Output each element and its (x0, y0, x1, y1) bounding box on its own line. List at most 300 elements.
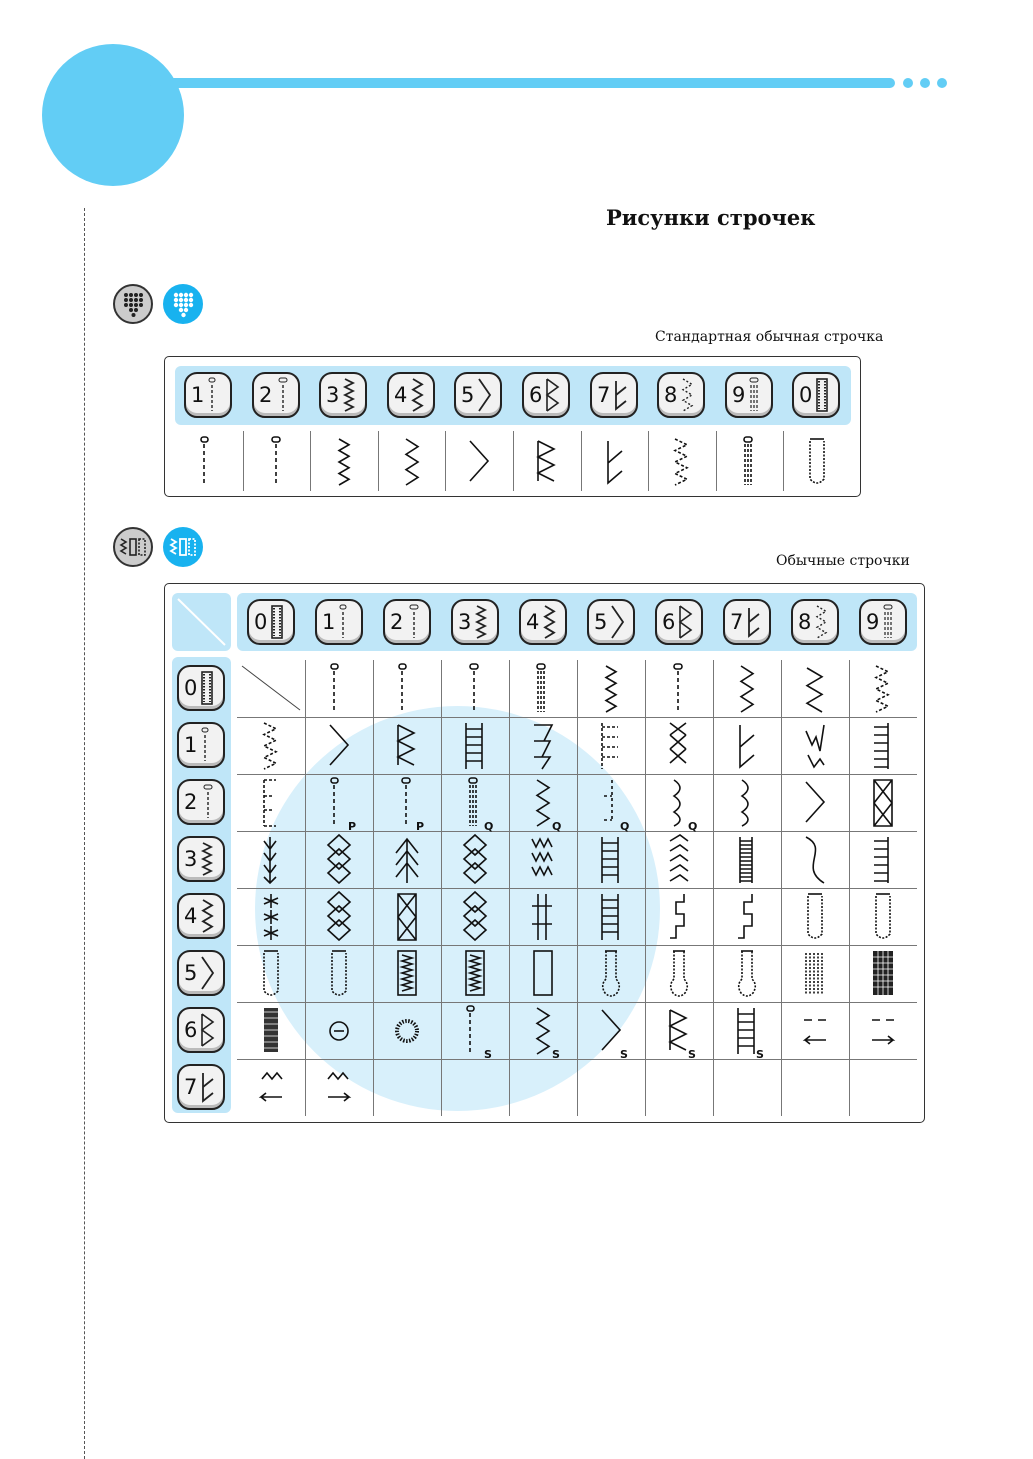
stitch-cell (645, 717, 713, 774)
stitch-cell (373, 660, 441, 717)
stitch-cell (441, 945, 509, 1002)
key-number: 0 (254, 609, 268, 634)
stitch-cell (237, 717, 305, 774)
stitch-cell (305, 1059, 373, 1116)
stitch-cell (305, 945, 373, 1002)
stitch-icon (664, 660, 694, 718)
stitch-cell (645, 831, 713, 888)
svg-text:Q: Q (620, 819, 630, 833)
key-number: 8 (798, 609, 812, 634)
stitch-key-icon (335, 602, 353, 642)
row-key-2[interactable] (177, 779, 225, 825)
stitch-icon (194, 433, 224, 491)
stitch-cell (509, 774, 577, 831)
stitch-key-icon (197, 839, 215, 879)
key-number: 1 (191, 382, 205, 407)
stitch-key-icon (675, 602, 693, 642)
stitch-icon (528, 1059, 558, 1117)
stitch-cell (310, 429, 378, 495)
stitch-icon (732, 1002, 762, 1060)
stitch-cell (237, 888, 305, 945)
column-divider (581, 431, 582, 491)
stitch-key-icon (607, 602, 625, 642)
stitch-cell (577, 774, 645, 831)
stitch-icon (256, 717, 286, 775)
stitch-cell (509, 717, 577, 774)
stitch-icon (392, 1059, 422, 1117)
row-key-0[interactable] (177, 665, 225, 711)
stitch-icon (329, 433, 359, 491)
column-key-9[interactable] (859, 599, 907, 645)
stitch-cell (237, 1002, 305, 1059)
pattern-grid-icon (113, 284, 153, 324)
stitch-cell (713, 717, 781, 774)
stitch-cell (373, 888, 441, 945)
stitch-key-5[interactable] (454, 372, 502, 418)
svg-text:S: S (756, 1047, 764, 1061)
key-number: 2 (390, 609, 404, 634)
stitch-icon (324, 888, 354, 946)
stitch-icon (256, 1059, 286, 1117)
stitch-icon (324, 1059, 354, 1117)
stitch-icon (664, 774, 698, 833)
stitch-icon (596, 1002, 626, 1060)
stitch-cell (713, 774, 781, 831)
stitch-icon (528, 1002, 558, 1060)
key-number: 6 (662, 609, 676, 634)
column-key-6[interactable] (655, 599, 703, 645)
stitch-icon (324, 945, 354, 1003)
stitch-cell (648, 429, 716, 495)
stitch-cell (849, 660, 917, 717)
stitch-cell (509, 888, 577, 945)
stitch-cell (849, 945, 917, 1002)
stitch-cell (441, 1059, 509, 1116)
stitch-cell (305, 1002, 373, 1059)
stitch-cell (781, 774, 849, 831)
stitch-key-1[interactable] (184, 372, 232, 418)
stitch-key-icon (407, 375, 425, 415)
key-number: 4 (526, 609, 540, 634)
column-divider (378, 431, 379, 491)
stitch-cell (781, 717, 849, 774)
stitch-key-icon (539, 602, 557, 642)
column-divider (243, 431, 244, 491)
column-divider (513, 431, 514, 491)
buttonhole-mode-icon (113, 527, 153, 567)
stitch-key-icon (474, 375, 492, 415)
stitch-icon (460, 888, 490, 946)
header-dot (920, 78, 930, 88)
stitch-cell (713, 1059, 781, 1116)
stitch-cell (781, 888, 849, 945)
stitch-icon (732, 888, 762, 946)
page-title: Рисунки строчек (606, 205, 816, 230)
column-key-2[interactable] (383, 599, 431, 645)
stitch-icon (528, 774, 562, 833)
svg-text:S: S (688, 1047, 696, 1061)
stitch-icon (528, 888, 558, 946)
stitch-cell (373, 831, 441, 888)
stitch-key-icon (879, 602, 897, 642)
stitch-key-2[interactable] (252, 372, 300, 418)
stitch-cell (781, 1059, 849, 1116)
column-divider (783, 431, 784, 491)
stitch-icon (596, 831, 626, 889)
stitch-cell (441, 888, 509, 945)
stitch-cell (305, 717, 373, 774)
key-number: 2 (184, 789, 198, 814)
stitch-icon (868, 888, 898, 946)
stitch-key-icon (471, 602, 489, 642)
svg-text:S: S (552, 1047, 560, 1061)
stitch-key-icon (811, 602, 829, 642)
stitch-icon (664, 945, 694, 1003)
stitch-key-icon (743, 602, 761, 642)
key-number: 5 (594, 609, 608, 634)
stitch-cell (645, 945, 713, 1002)
stitch-icon (324, 1002, 354, 1060)
key-number: 3 (326, 382, 340, 407)
stitch-key-icon (267, 602, 285, 642)
stitch-icon (256, 888, 286, 946)
stitch-icon (392, 717, 422, 775)
column-key-1[interactable] (315, 599, 363, 645)
stitch-key-8[interactable] (657, 372, 705, 418)
stitch-cell (373, 774, 441, 831)
stitch-key-icon (197, 725, 215, 765)
stitch-key-icon (812, 375, 830, 415)
stitch-icon (800, 774, 830, 832)
row-key-6[interactable] (177, 1007, 225, 1053)
stitch-icon (324, 717, 354, 775)
stitch-icon (800, 831, 830, 889)
row-key-3[interactable] (177, 836, 225, 882)
stitch-cell (716, 429, 784, 495)
stitch-icon (732, 831, 762, 889)
stitch-key-3[interactable] (319, 372, 367, 418)
stitch-icon (392, 888, 422, 946)
stitch-icon (732, 660, 762, 718)
stitch-cell (509, 945, 577, 1002)
key-number: 7 (730, 609, 744, 634)
stitch-cell (513, 429, 581, 495)
stitch-cell (577, 1002, 645, 1059)
stitch-key-icon (677, 375, 695, 415)
stitch-cell (509, 660, 577, 717)
stitch-icon (596, 660, 626, 718)
stitch-icon (868, 660, 898, 718)
stitch-icon (528, 831, 558, 889)
svg-text:P: P (416, 819, 425, 833)
stitch-icon (664, 1002, 694, 1060)
stitch-key-4[interactable] (387, 372, 435, 418)
stitch-key-icon (204, 375, 222, 415)
stitch-icon (464, 433, 494, 491)
stitch-cell (713, 1002, 781, 1059)
stitch-cell (373, 945, 441, 1002)
key-number: 4 (394, 382, 408, 407)
stitch-icon (868, 1002, 898, 1060)
stitch-key-icon (745, 375, 763, 415)
stitch-icon (460, 774, 494, 833)
stitch-icon (392, 660, 422, 718)
stitch-icon (256, 1002, 286, 1060)
stitch-key-icon (197, 953, 215, 993)
stitch-icon (532, 433, 562, 491)
stitch-key-6[interactable] (522, 372, 570, 418)
stitch-icon (460, 660, 490, 718)
section2-caption: Обычные строчки (776, 553, 910, 569)
column-key-5[interactable] (587, 599, 635, 645)
svg-text:S: S (484, 1047, 492, 1061)
stitch-icon (868, 831, 898, 889)
stitch-icon (664, 888, 694, 946)
stitch-cell (645, 1059, 713, 1116)
stitch-icon (868, 774, 898, 832)
stitch-icon (800, 945, 830, 1003)
stitch-key-icon (197, 782, 215, 822)
stitch-key-9[interactable] (725, 372, 773, 418)
stitch-icon (460, 1059, 490, 1117)
stitch-icon (732, 717, 762, 775)
stitch-cell (509, 1059, 577, 1116)
stitch-cell (441, 717, 509, 774)
key-number: 6 (184, 1017, 198, 1042)
stitch-cell (445, 429, 513, 495)
stitch-icon (732, 945, 762, 1003)
key-number: 9 (732, 382, 746, 407)
direct-select-grid-icon (163, 284, 203, 324)
stitch-icon (800, 1059, 830, 1117)
stitch-icon (392, 945, 422, 1003)
stitch-cell (237, 660, 305, 717)
stitch-icon (392, 1002, 422, 1060)
stitch-icon (460, 831, 490, 889)
stitch-cell (237, 774, 305, 831)
key-number: 7 (597, 382, 611, 407)
stitch-cell (237, 1059, 305, 1116)
key-number: 3 (458, 609, 472, 634)
stitch-icon (868, 1059, 898, 1117)
stitch-cell (237, 831, 305, 888)
stitch-cell (713, 945, 781, 1002)
stitch-combination-table (164, 583, 925, 1123)
svg-text:Q: Q (484, 819, 494, 833)
stitch-cell (849, 1002, 917, 1059)
row-key-4[interactable] (177, 893, 225, 939)
key-number: 3 (184, 846, 198, 871)
stitch-icon (460, 945, 490, 1003)
corner-cell (172, 593, 231, 651)
stitch-cell (373, 1002, 441, 1059)
column-divider (445, 431, 446, 491)
key-number: 4 (184, 903, 198, 928)
stitch-key-icon (197, 668, 215, 708)
stitch-icon (596, 945, 626, 1003)
stitch-key-7[interactable] (590, 372, 638, 418)
stitch-cell (441, 1002, 509, 1059)
stitch-cell (509, 1002, 577, 1059)
stitch-cell (441, 774, 509, 831)
stitch-cell (243, 429, 311, 495)
stitch-icon (324, 660, 354, 718)
row-key-5[interactable] (177, 950, 225, 996)
stitch-cell (577, 945, 645, 1002)
stitch-cell (577, 831, 645, 888)
stitch-icon (256, 774, 286, 832)
stitch-cell (713, 888, 781, 945)
svg-text:Q: Q (552, 819, 562, 833)
stitch-key-icon (272, 375, 290, 415)
stitch-icon (596, 1059, 626, 1117)
stitch-key-0[interactable] (792, 372, 840, 418)
stitch-icon (392, 774, 425, 833)
column-key-0[interactable] (247, 599, 295, 645)
stitch-icon (596, 888, 626, 946)
stitch-key-icon (339, 375, 357, 415)
stitch-cell (305, 774, 373, 831)
stitch-key-icon (197, 1067, 215, 1107)
stitch-icon (868, 945, 898, 1003)
column-divider (310, 431, 311, 491)
stitch-key-icon (610, 375, 628, 415)
stitch-cell (237, 945, 305, 1002)
key-number: 1 (184, 732, 198, 757)
stitch-icon (800, 1002, 830, 1060)
key-number: 8 (664, 382, 678, 407)
stitch-cell (577, 660, 645, 717)
stitch-cell (781, 945, 849, 1002)
stitch-cell (645, 888, 713, 945)
stitch-cell (509, 831, 577, 888)
buttonhole-mode-active-icon (163, 527, 203, 567)
stitch-icon (664, 831, 694, 889)
standard-stitch-table (164, 356, 861, 497)
stitch-icon (664, 1059, 694, 1117)
stitch-icon (528, 660, 558, 718)
stitch-key-icon (542, 375, 560, 415)
stitch-icon (256, 660, 286, 718)
stitch-cell (713, 831, 781, 888)
stitch-key-icon (197, 896, 215, 936)
stitch-cell (305, 660, 373, 717)
stitch-cell (849, 717, 917, 774)
stitch-cell (577, 1059, 645, 1116)
stitch-icon (460, 1002, 490, 1060)
header-dot (937, 78, 947, 88)
column-key-4[interactable] (519, 599, 567, 645)
stitch-icon (256, 945, 286, 1003)
stitch-cell (781, 831, 849, 888)
stitch-icon (397, 433, 427, 491)
svg-text:P: P (348, 819, 357, 833)
stitch-cell (441, 660, 509, 717)
stitch-icon (324, 831, 354, 889)
margin-line (84, 208, 85, 1459)
svg-text:S: S (620, 1047, 628, 1061)
key-number: 5 (461, 382, 475, 407)
stitch-cell (849, 1059, 917, 1116)
stitch-icon (667, 433, 697, 491)
svg-text:Q: Q (688, 819, 698, 833)
stitch-icon (732, 774, 762, 832)
stitch-cell (305, 888, 373, 945)
stitch-cell (713, 660, 781, 717)
stitch-icon (600, 433, 630, 491)
column-key-3[interactable] (451, 599, 499, 645)
stitch-cell (577, 717, 645, 774)
header-bar (150, 78, 895, 88)
stitch-icon (256, 831, 286, 889)
stitch-cell (645, 660, 713, 717)
stitch-cell (849, 774, 917, 831)
stitch-cell (781, 1002, 849, 1059)
stitch-icon (528, 717, 558, 775)
stitch-icon (596, 717, 626, 775)
section1-caption: Стандартная обычная строчка (655, 329, 884, 345)
stitch-icon (596, 774, 630, 833)
stitch-icon (324, 774, 357, 833)
key-number: 7 (184, 1074, 198, 1099)
stitch-cell (645, 774, 713, 831)
stitch-icon (528, 945, 558, 1003)
key-number: 0 (799, 382, 813, 407)
key-number: 2 (259, 382, 273, 407)
stitch-cell (577, 888, 645, 945)
stitch-icon (460, 717, 490, 775)
stitch-cell (645, 1002, 713, 1059)
stitch-key-icon (403, 602, 421, 642)
key-number: 0 (184, 675, 198, 700)
column-divider (648, 431, 649, 491)
stitch-icon (868, 717, 898, 775)
column-divider (716, 431, 717, 491)
stitch-cell (783, 429, 851, 495)
key-number: 6 (529, 382, 543, 407)
row-key-7[interactable] (177, 1064, 225, 1110)
stitch-cell (373, 1059, 441, 1116)
stitch-cell (378, 429, 446, 495)
stitch-cell (781, 660, 849, 717)
stitch-icon (802, 433, 832, 491)
stitch-icon (664, 717, 694, 775)
stitch-cell (175, 429, 243, 495)
column-key-8[interactable] (791, 599, 839, 645)
stitch-cell (305, 831, 373, 888)
stitch-cell (849, 888, 917, 945)
chapter-circle (42, 44, 184, 186)
key-number: 1 (322, 609, 336, 634)
stitch-key-icon (197, 1010, 215, 1050)
header-dot (903, 78, 913, 88)
stitch-cell (373, 717, 441, 774)
key-number: 5 (184, 960, 198, 985)
stitch-icon (262, 433, 292, 491)
stitch-icon (732, 1059, 762, 1117)
key-number: 9 (866, 609, 880, 634)
stitch-icon (800, 888, 830, 946)
stitch-cell (581, 429, 649, 495)
stitch-icon (800, 660, 830, 718)
stitch-cell (441, 831, 509, 888)
column-key-7[interactable] (723, 599, 771, 645)
stitch-icon (735, 433, 765, 491)
stitch-icon (392, 831, 422, 889)
stitch-icon (800, 717, 830, 775)
stitch-cell (849, 831, 917, 888)
row-key-1[interactable] (177, 722, 225, 768)
